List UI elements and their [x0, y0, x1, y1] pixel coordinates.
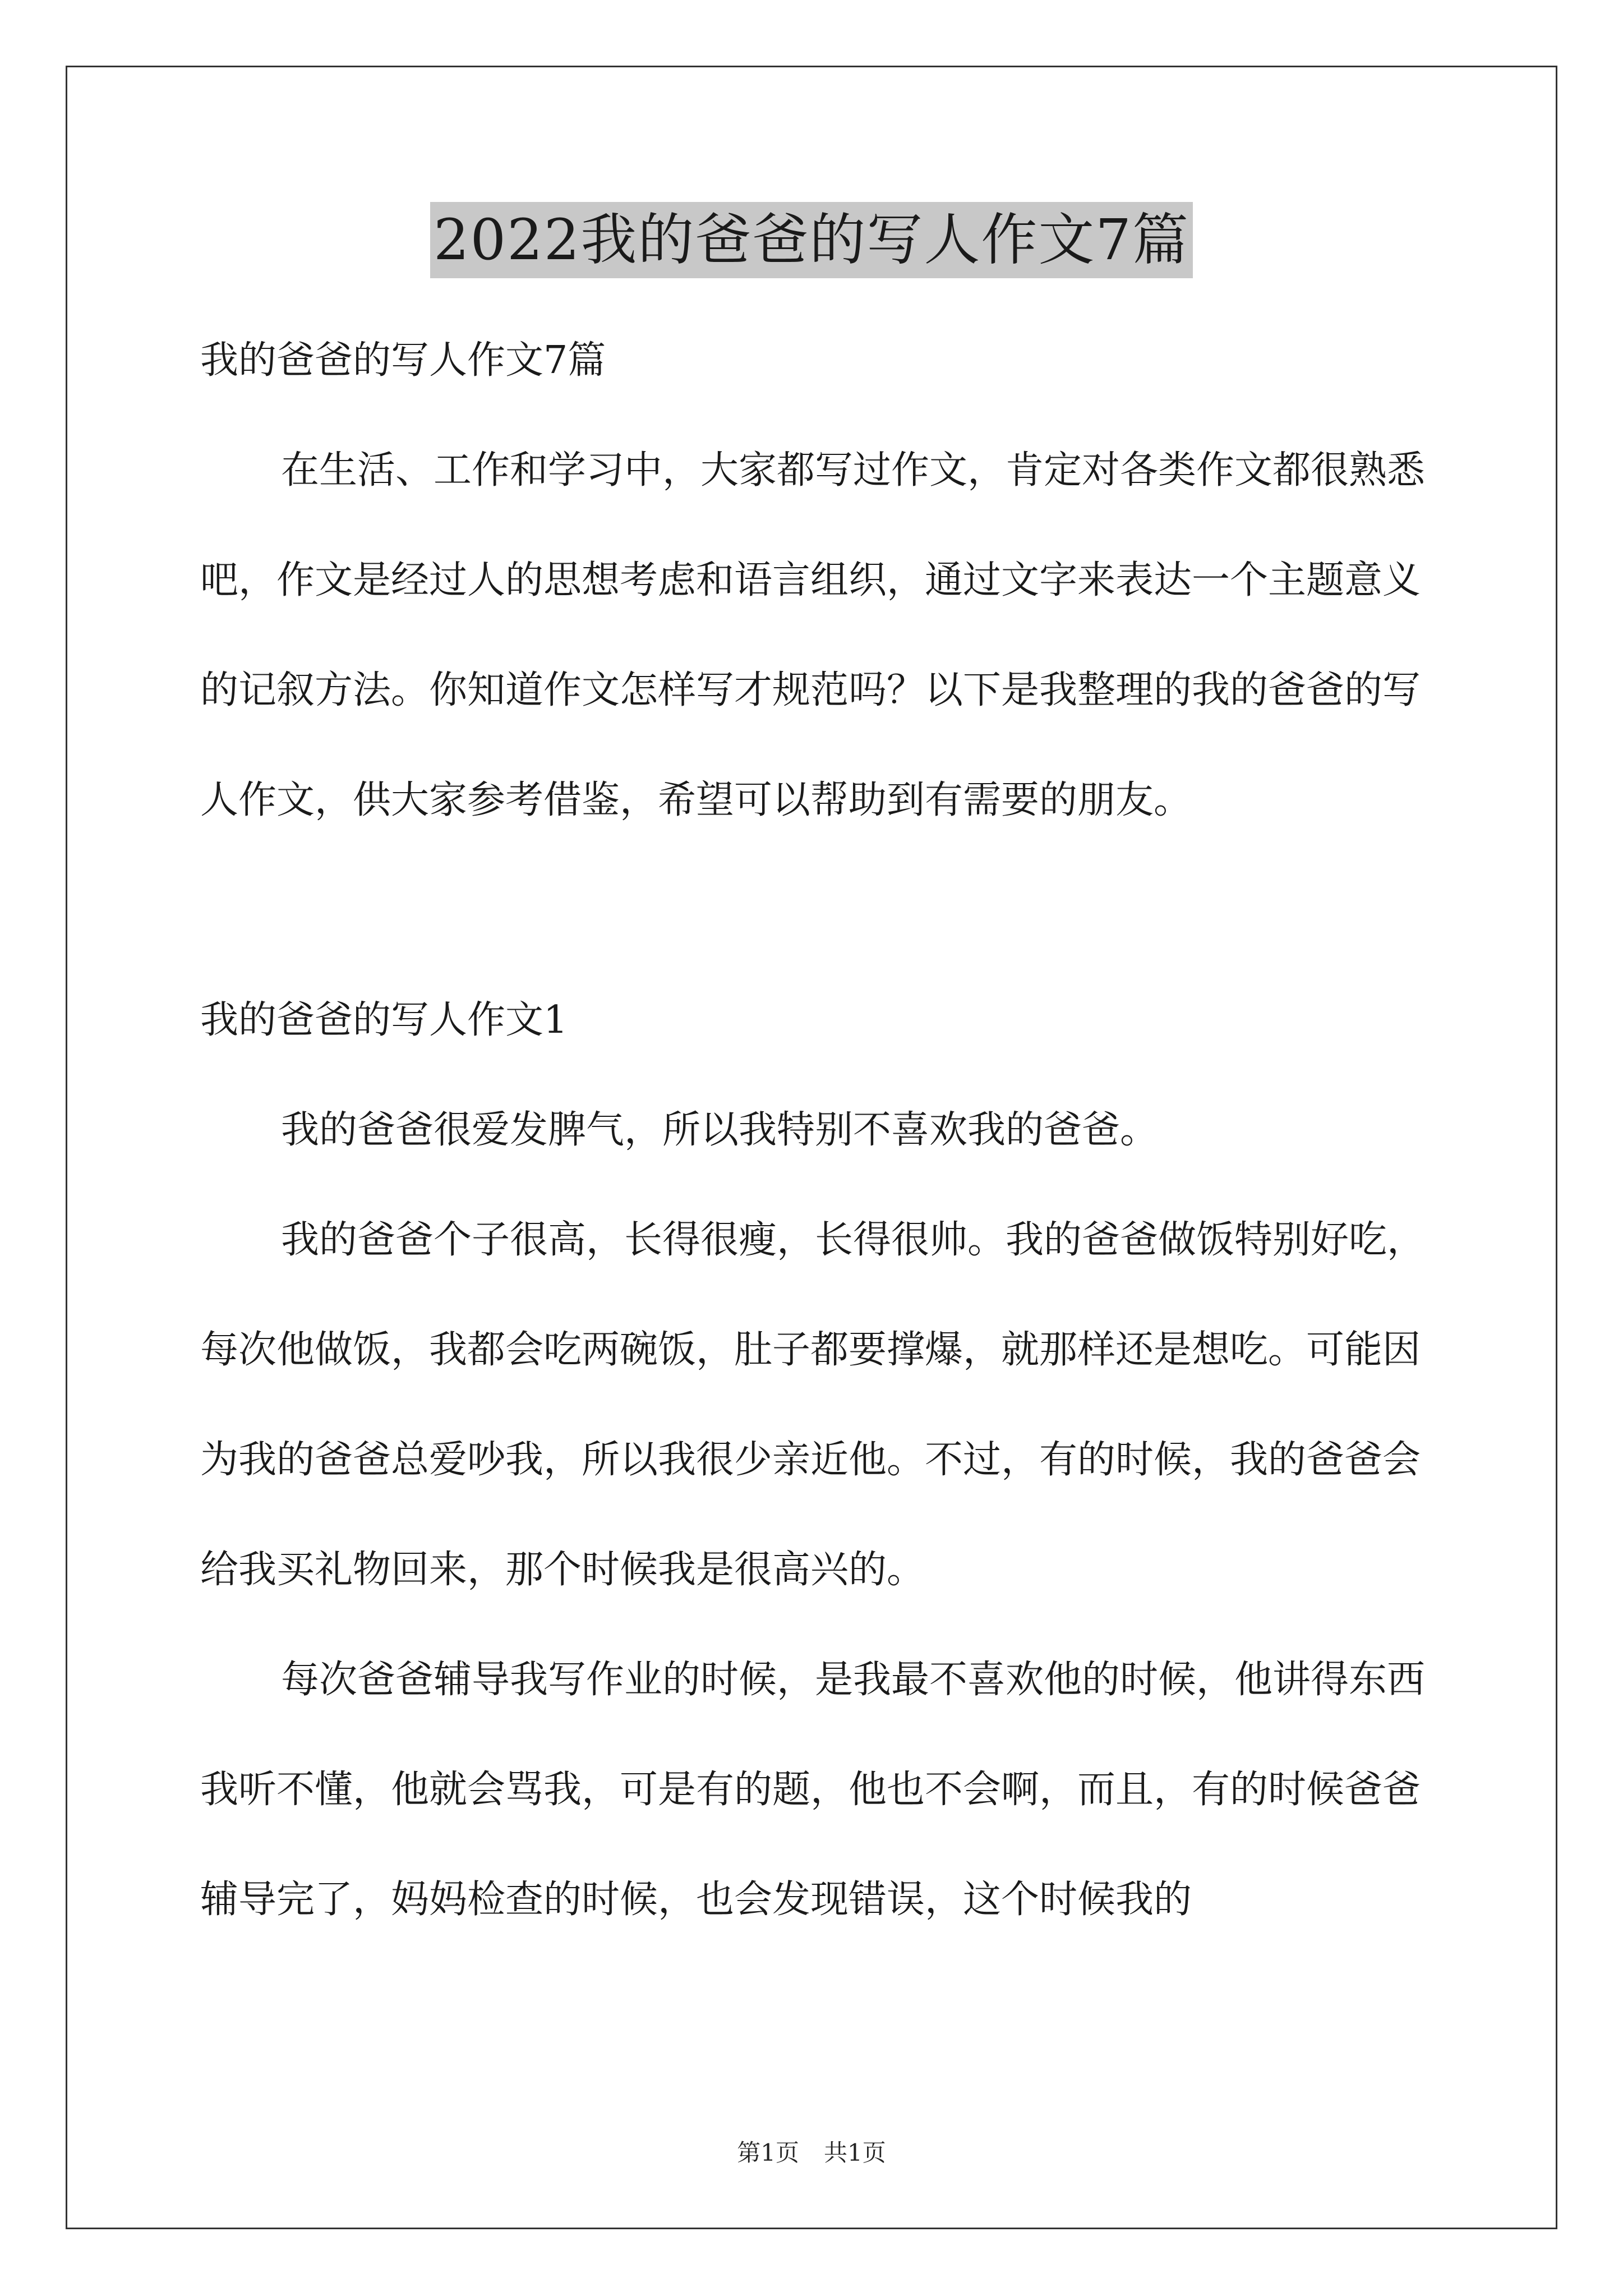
- intro-paragraph: 在生活、工作和学习中，大家都写过作文，肯定对各类作文都很熟悉吧，作文是经过人的思想考虑和语言组织，通过文字来表达一个主题意义的记叙方法。你知道作文怎样写才规范吗？以下是我整理的我的爸爸的写人作文，供大家参考借鉴，希望可以帮助到有需要的朋友。: [200, 448, 1426, 822]
- page-total: 共1页: [824, 2139, 886, 2166]
- page-number: 第1页: [737, 2139, 799, 2166]
- document-title-text: 2022我的爸爸的写人作文7篇: [430, 202, 1193, 278]
- body-paragraph: 我的爸爸个子很高，长得很瘦，长得很帅。我的爸爸做饭特别好吃，每次他做饭，我都会吃两碗饭，肚子都要撑爆，就那样还是想吃。可能因为我的爸爸总爱吵我，所以我很少亲近他。不过，有的时候，我的爸爸会给我买礼物回来，那个时候我是很高兴的。: [200, 1218, 1426, 1592]
- document-title: [0, 202, 1623, 278]
- body-paragraph: 我的爸爸很爱发脾气，所以我特别不喜欢我的爸爸。: [281, 1108, 1159, 1152]
- page-footer: [0, 2134, 1623, 2168]
- section-spacer: [200, 855, 1434, 965]
- document-body: [200, 306, 1434, 1955]
- body-paragraph: 每次爸爸辅导我写作业的时候，是我最不喜欢他的时候，他讲得东西我听不懂，他就会骂我，可是有的题，他也不会啊，而且，有的时候爸爸辅导完了，妈妈检查的时候，也会发现错误，这个时候我的: [200, 1658, 1426, 1922]
- document-subtitle: 我的爸爸的写人作文7篇: [200, 338, 606, 383]
- section-heading: 我的爸爸的写人作文1: [200, 998, 568, 1042]
